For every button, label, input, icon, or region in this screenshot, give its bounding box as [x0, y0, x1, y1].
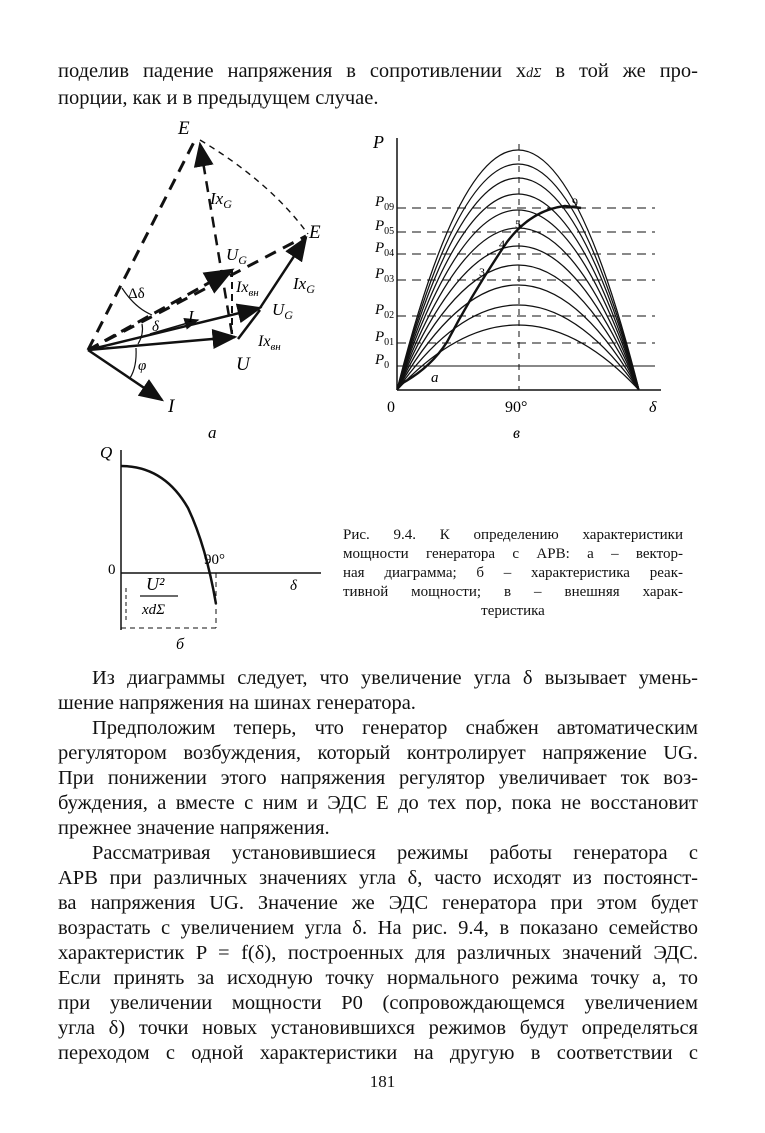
caption-line: теристика [481, 603, 545, 619]
x-tick-delta: δ [649, 399, 657, 416]
level-label: $P_{01}$ [375, 329, 395, 348]
point-a-label: а [431, 370, 439, 386]
panel-label-v: в [513, 425, 520, 442]
label-ixg-upper: $Ix_G$ [210, 189, 232, 211]
text-line: порции, как и в предыдущем случае. [58, 87, 379, 109]
level-label: $P_{05}$ [375, 218, 395, 237]
label-i-short: I [188, 307, 194, 326]
text-line: регулятором возбуждения, который контролирует напряжение UG. [58, 742, 698, 764]
origin-label: 0 [108, 562, 116, 578]
level-label: $P_{09}$ [375, 194, 395, 213]
point-9-label: 9 [572, 195, 578, 209]
panel-label-b: б [176, 636, 185, 653]
page-number: 181 [369, 1072, 396, 1091]
text-line: Из диаграммы следует, что увеличение угла δ вызывает умень- [92, 667, 698, 689]
text-line: Предположим теперь, что генератор снабжен автоматическим [92, 717, 698, 739]
y-axis-label: P [373, 132, 384, 152]
text-line: При понижении этого напряжения регулятор увеличивает ток воз- [58, 767, 698, 789]
point-3-label: 3 [479, 265, 485, 279]
text-line: Рассматривая установившиеся режимы работы генератора с [92, 842, 698, 864]
delta-label: δ [290, 578, 297, 594]
text-line: ва напряжения UG. Значение же ЭДС генератора при этом будет [58, 892, 698, 914]
q-label: Q [100, 443, 113, 462]
caption-line: Рис. 9.4. К определению характеристики [343, 527, 683, 543]
vector-e-upper [88, 140, 195, 350]
fraction-den: xdΣ [142, 602, 166, 618]
figure-caption [343, 526, 683, 621]
tick-90: 90° [204, 552, 225, 568]
label-phi: φ [138, 358, 147, 374]
vector-ixvn [238, 310, 260, 339]
vector-e-right [88, 236, 306, 350]
arc [200, 140, 308, 234]
vector-ixg-dashed [200, 144, 232, 334]
vector-diagram [60, 112, 350, 452]
point-4-label: 4 [499, 237, 505, 251]
angle-delta-arc [138, 324, 143, 344]
text-line: характеристик P = f(δ), построенных для различных значений ЭДС. [58, 942, 698, 964]
text-line: АРВ при различных значениях угла δ, часто исходят из постоянст- [58, 867, 698, 889]
caption-line: ная диаграмма; б – характеристика реак- [343, 565, 683, 581]
label-ixvn-lower: $Ix_{вн}$ [258, 333, 281, 353]
q-curve [121, 466, 216, 604]
paragraph-3 [58, 841, 698, 1066]
x-tick-0: 0 [387, 399, 395, 416]
label-delta-delta: Δδ [128, 286, 145, 302]
subscript: dΣ [526, 66, 542, 81]
level-label: $P_{02}$ [375, 302, 395, 321]
label-u: U [236, 354, 250, 375]
text-line: буждения, а вместе с ним и ЭДС E до тех пор, пока не восстановит [58, 792, 698, 814]
caption-line: тивной мощности; в – внешняя харак- [343, 584, 683, 600]
vector-ixg [260, 238, 306, 308]
top-paragraph [58, 59, 698, 111]
fraction-num: U² [146, 574, 165, 594]
label-ug-lower: $U_G$ [272, 300, 293, 322]
text-line: прежнее значение напряжения. [58, 817, 330, 839]
label-delta: δ [152, 319, 159, 335]
text-line: Если принять за исходную точку нормального режима точку а, то [58, 967, 698, 989]
label-ixvn-upper: $Ix_{вн}$ [236, 279, 259, 299]
label-ixg-right: $Ix_G$ [293, 274, 315, 296]
text-line: угла δ) точки новых установившихся режимов будут определяться [58, 1017, 698, 1039]
trajectory [397, 206, 581, 386]
text-line: при увеличении мощности P0 (сопровождающемся увеличением [58, 992, 698, 1014]
paragraph-2 [58, 716, 698, 841]
power-curve [397, 210, 639, 390]
vector-ug [88, 308, 260, 350]
caption-line: мощности генератора с АРВ: а – вектор- [343, 546, 683, 562]
vector-i [88, 350, 162, 400]
level-label: $P_{03}$ [375, 266, 395, 285]
power-curves [365, 130, 675, 445]
text-line: поделив падение напряжения в сопротивлении xdΣ в той же про- [58, 60, 698, 82]
curve-family [397, 150, 639, 390]
level-label: $P_{04}$ [375, 240, 395, 259]
label-i: I [168, 396, 175, 417]
text-line: переходом с одной характеристики на другую в соответствии с [58, 1042, 698, 1064]
label-e-right: E [309, 222, 321, 243]
level-label: $P_0$ [375, 352, 390, 371]
panel-label-a: а [208, 423, 217, 442]
label-e-top: E [178, 118, 190, 139]
paragraph-1 [58, 666, 698, 716]
x-tick-90: 90° [505, 399, 528, 416]
text-line: шение напряжения на шинах генератора. [58, 692, 416, 714]
reactive-power-chart [96, 428, 326, 653]
angle-phi-arc [130, 348, 136, 378]
label-ug-upper: $U_G$ [226, 245, 247, 267]
text-line: возрастать с увеличением угла δ. На рис. 9.4, в показано семейство [58, 917, 698, 939]
power-curve [397, 150, 639, 390]
point-5-label: 5 [515, 217, 521, 231]
